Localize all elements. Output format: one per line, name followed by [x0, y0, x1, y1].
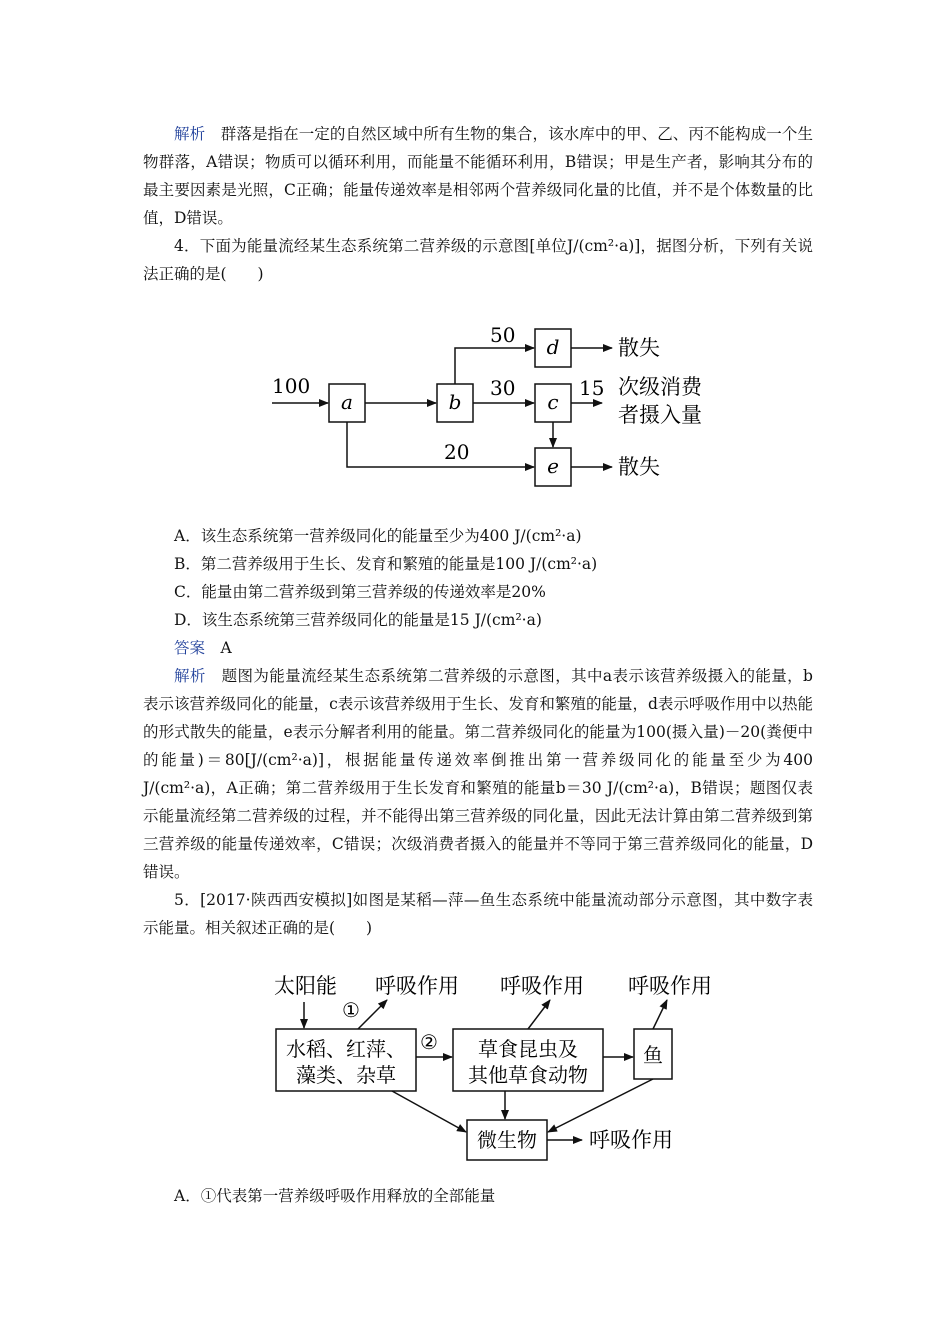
sun-label: 太阳能 [274, 974, 337, 998]
value-input: 100 [272, 374, 311, 398]
next-consumer-line2: 者摄入量 [618, 403, 702, 427]
next-consumer-line1: 次级消费 [618, 375, 702, 399]
label-b: b [448, 390, 462, 414]
loss-label-d: 散失 [618, 336, 660, 360]
label-e: e [547, 454, 559, 478]
q3-analysis-paragraph [143, 120, 813, 232]
herbivores-line2: 其他草食动物 [468, 1063, 588, 1087]
producers-line1: 水稻、红萍、 [286, 1037, 406, 1061]
resp-label-2: 呼吸作用 [500, 974, 584, 998]
producers-line2: 藻类、杂草 [296, 1063, 396, 1087]
mark-2: ② [420, 1030, 438, 1054]
arrow-producers-microbes [392, 1091, 466, 1132]
fish-label: 鱼 [643, 1043, 663, 1067]
analysis-label: 解析 [174, 667, 206, 685]
herbivores-line1: 草食昆虫及 [478, 1037, 578, 1061]
value-b-d: 50 [490, 323, 516, 347]
q4-option-d: D．该生态系统第三营养级同化的能量是15 J/(cm²·a) [174, 611, 542, 629]
q4-energy-flow-diagram [262, 296, 742, 516]
label-c: c [547, 390, 559, 414]
label-d: d [546, 335, 560, 359]
arrow-fish-resp [653, 1000, 667, 1029]
answer-label: 答案 [174, 639, 206, 657]
analysis-text: 题图为能量流经某生态系统第二营养级的示意图，其中a表示该营养级摄入的能量，b表示该营养级同化的能量，c表示该营养级用于生长、发育和繁殖的能量，d表示呼吸作用中以热能的形式散失的能量，e表示分解者利用的能量。第二营养级同化的能量为100(摄入量)－20(粪便中的能量)＝80[J/(cm²·a)]，根据能量传递效率倒推出第一营养级同化的能量至少为400 J/(cm²·a)，A正确；第二营养级用于生长发育和繁殖的能量b＝30 J/(cm²·a)，B错误；题图仅表示能量流经第二营养级的过程，并不能得出第三营养级的同化量，因此无法计算由第二营养级到第三营养级的能量传递效率，C错误；次级消费者摄入的能量并不等同于第三营养级同化的能量，D错误。 [143, 667, 813, 881]
arrow-a-e [347, 422, 534, 467]
microbes-label: 微生物 [477, 1128, 537, 1152]
value-c-out: 15 [579, 376, 605, 400]
q4-stem: 4．下面为能量流经某生态系统第二营养级的示意图[单位J/(cm²·a)]，据图分析，下列有关说法正确的是( ) [143, 237, 813, 283]
q5-option-a: A．①代表第一营养级呼吸作用释放的全部能量 [174, 1187, 496, 1205]
q4-option-a: A．该生态系统第一营养级同化的能量至少为400 J/(cm²·a) [174, 527, 582, 545]
resp-label-3: 呼吸作用 [628, 974, 712, 998]
loss-label-e: 散失 [618, 455, 660, 479]
arrow-producers-resp [358, 1000, 387, 1029]
q4-answer-line [174, 634, 232, 662]
analysis-label: 解析 [174, 125, 206, 143]
q5-energy-flow-diagram [262, 950, 742, 1180]
q4-analysis-paragraph [143, 662, 813, 886]
q4-option-b: B．第二营养级用于生长、发育和繁殖的能量是100 J/(cm²·a) [174, 555, 598, 573]
mark-1: ① [342, 998, 360, 1022]
answer-value: A [220, 639, 232, 657]
q5-stem: 5．[2017·陕西西安模拟]如图是某稻—萍—鱼生态系统中能量流动部分示意图，其中数字表示能量。相关叙述正确的是( ) [143, 891, 813, 937]
arrow-herbivores-resp [528, 1000, 550, 1029]
value-b-c: 30 [490, 376, 516, 400]
label-a: a [341, 390, 353, 414]
q4-option-c: C．能量由第二营养级到第三营养级的传递效率是20% [174, 583, 546, 601]
value-a-e: 20 [444, 440, 470, 464]
analysis-text: 群落是指在一定的自然区域中所有生物的集合，该水库中的甲、乙、丙不能构成一个生物群落，A错误；物质可以循环利用，而能量不能循环利用，B错误；甲是生产者，影响其分布的最主要因素是光照，C正确；能量传递效率是相邻两个营养级同化量的比值，并不是个体数量的比值，D错误。 [143, 125, 813, 227]
resp-label-4: 呼吸作用 [589, 1128, 673, 1152]
resp-label-1: 呼吸作用 [375, 974, 459, 998]
